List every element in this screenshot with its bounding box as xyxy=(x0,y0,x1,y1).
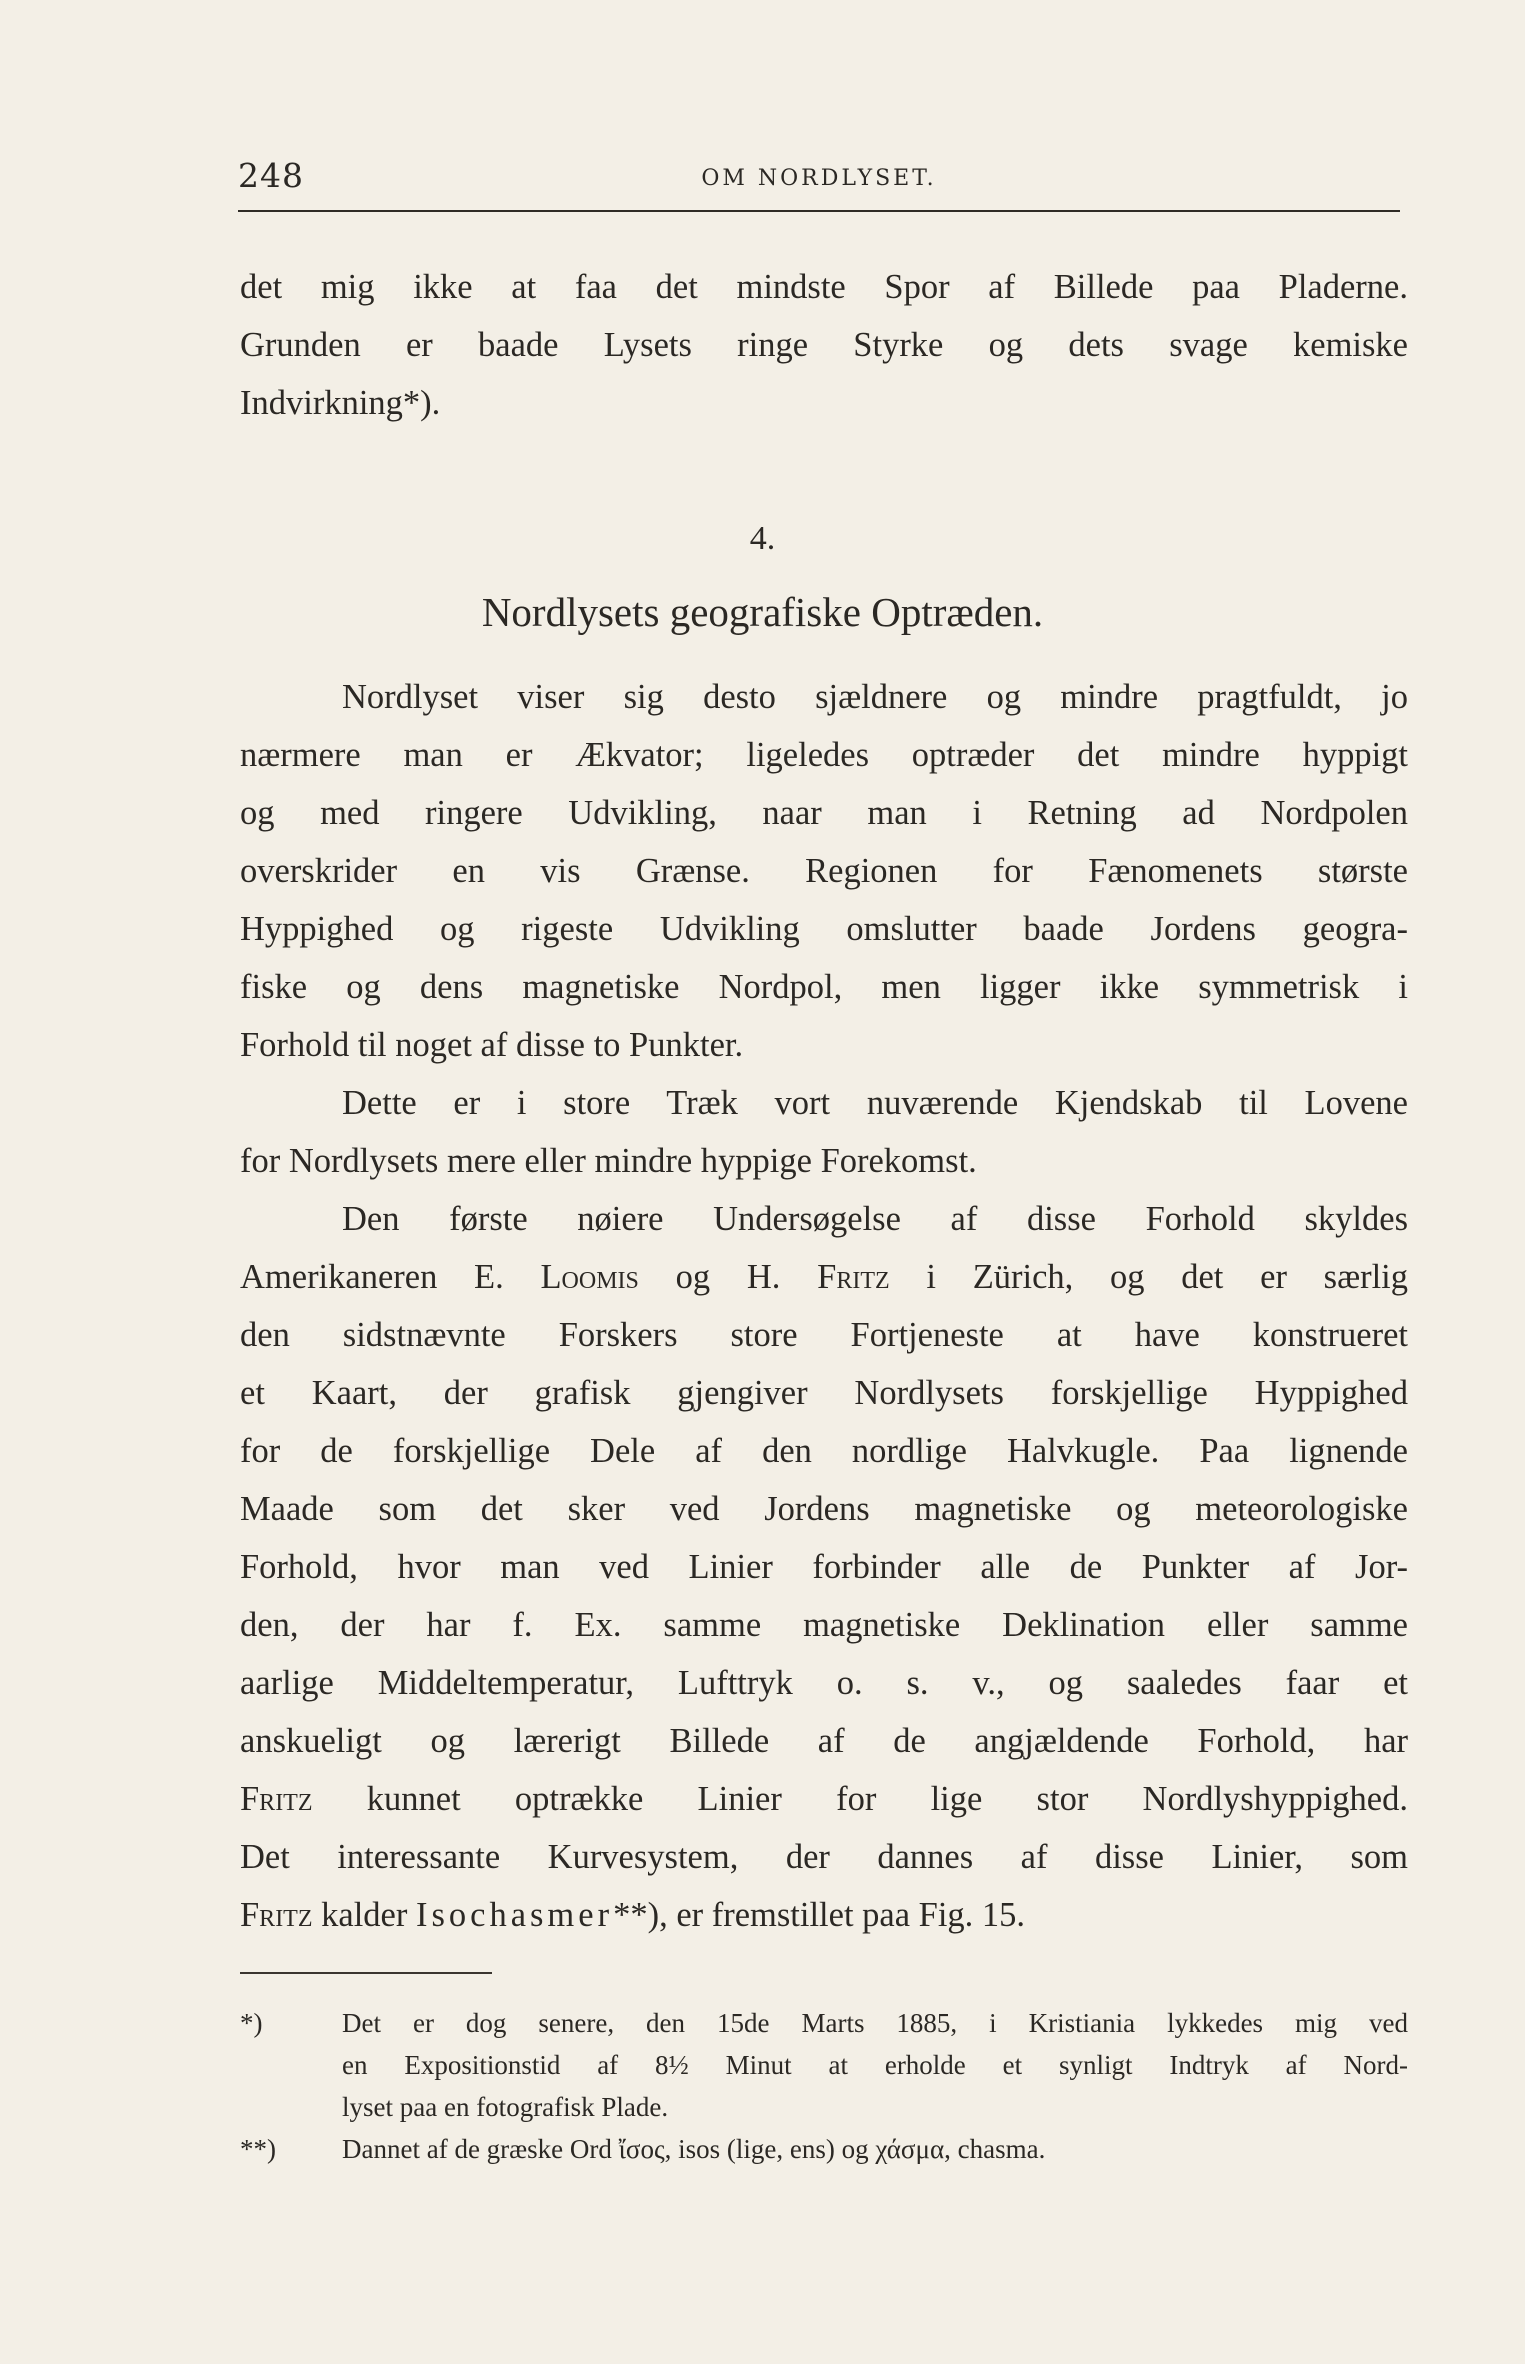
footnote-text: Dannet af de græske Ord ἴσος, isos (lige, ens) og χάσμα, chasma. xyxy=(342,2134,1046,2164)
footnote-1-line-2: en Expositionstid af 8½ Minut at erholde et synligt Indtryk af Nord- xyxy=(342,2050,1408,2080)
text-line: Hyppighed og rigeste Udvikling omslutter baade Jordens geogra- xyxy=(240,910,1408,948)
text-line: fiske og dens magnetiske Nordpol, men ligger ikke symmetrisk i xyxy=(240,968,1408,1006)
text-line: det mig ikke at faa det mindste Spor af Billede paa Pladerne. xyxy=(240,268,1408,306)
text-line: og med ringere Udvikling, naar man i Retning ad Nordpolen xyxy=(240,794,1408,832)
text-fragment: kunnet optrække Linier for lige stor Nordlyshyppighed. xyxy=(312,1780,1408,1818)
text-line: Grunden er baade Lysets ringe Styrke og dets svage kemiske xyxy=(240,326,1408,364)
section-title: Nordlysets geografiske Optræden. xyxy=(481,589,1044,635)
text-line: Det interessante Kurvesystem, der dannes af disse Linier, som xyxy=(240,1838,1408,1876)
text-line: for Nordlysets mere eller mindre hyppige Forekomst. xyxy=(240,1142,977,1180)
text-line xyxy=(240,1770,1408,1828)
author-name-fritz: Fritz xyxy=(240,1780,313,1818)
footnote-marker: **) xyxy=(240,2134,276,2164)
text-line: for de forskjellige Dele af den nordlige Halvkugle. Paa lignende xyxy=(240,1432,1408,1470)
page-number: 248 xyxy=(238,156,304,195)
text-line: Dette er i store Træk vort nuværende Kjendskab til Lovene xyxy=(342,1084,1408,1122)
text-line: aarlige Middeltemperatur, Lufttryk o. s. v., og saaledes faar et xyxy=(240,1664,1408,1702)
text-fragment: og H. xyxy=(638,1258,818,1296)
text-line: overskrider en vis Grænse. Regionen for Fænomenets største xyxy=(240,852,1408,890)
page-header xyxy=(238,150,1400,206)
footnote-text: Det er dog senere, den 15de Marts 1885, i Kristiania lykkedes mig ved xyxy=(342,2008,1408,2038)
text-line: Indvirkning*). xyxy=(240,384,441,422)
text-fragment: Amerikaneren E. xyxy=(240,1258,541,1296)
running-title: OM NORDLYSET. xyxy=(701,166,937,191)
term-isochasmer: Isochasmer xyxy=(415,1896,614,1934)
text-line: den, der har f. Ex. samme magnetiske Deklination eller samme xyxy=(240,1606,1408,1644)
text-fragment: **), er fremstillet paa Fig. 15. xyxy=(613,1896,1026,1934)
text-line: Forhold til noget af disse to Punkter. xyxy=(240,1026,744,1064)
text-fragment: i Zürich, og det er særlig xyxy=(889,1258,1409,1296)
text-line xyxy=(240,1248,1408,1306)
text-line: et Kaart, der grafisk gjengiver Nordlysets forskjellige Hyppighed xyxy=(240,1374,1408,1412)
text-line: Forhold, hvor man ved Linier forbinder alle de Punkter af Jor- xyxy=(240,1548,1408,1586)
intro-paragraph xyxy=(240,258,1408,432)
text-line: den sidstnævnte Forskers store Fortjeneste at have konstrueret xyxy=(240,1316,1408,1354)
text-fragment: kalder xyxy=(312,1896,416,1934)
footnote-1 xyxy=(240,2002,1408,2044)
text-line: Den første nøiere Undersøgelse af disse Forhold skyldes xyxy=(342,1200,1408,1238)
text-line xyxy=(240,1886,1408,1944)
header-rule xyxy=(238,210,1400,212)
main-text xyxy=(240,668,1408,1944)
text-line: anskueligt og lærerigt Billede af de angjældende Forhold, har xyxy=(240,1722,1408,1760)
footnotes xyxy=(240,2002,1408,2170)
footnote-1-line-3: lyset paa en fotografisk Plade. xyxy=(342,2092,669,2122)
text-line: Maade som det sker ved Jordens magnetiske og meteorologiske xyxy=(240,1490,1408,1528)
text-line: nærmere man er Ækvator; ligeledes optræder det mindre hyppigt xyxy=(240,736,1408,774)
author-name-fritz: Fritz xyxy=(240,1896,313,1934)
footnote-rule xyxy=(240,1972,492,1974)
text-line: Nordlyset viser sig desto sjældnere og mindre pragtfuldt, jo xyxy=(342,678,1408,716)
footnote-2 xyxy=(240,2128,1408,2170)
footnote-marker: *) xyxy=(240,2008,263,2038)
section-number: 4. xyxy=(749,520,776,557)
author-name-fritz: Fritz xyxy=(817,1258,890,1296)
author-name-loomis: Loomis xyxy=(540,1258,639,1296)
